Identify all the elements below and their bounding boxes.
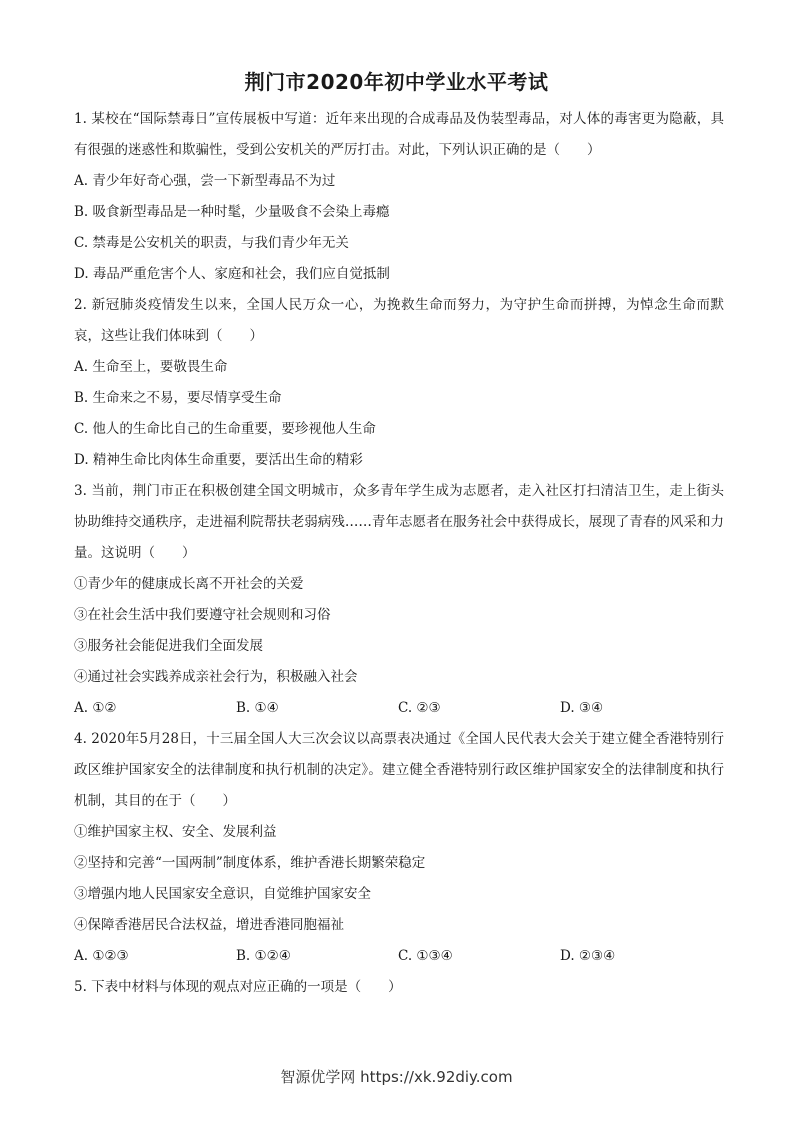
question-5 [74,972,724,1003]
choice-c: C. ①③④ [398,948,453,964]
choice-row [74,693,724,724]
question-stem: 2. 新冠肺炎疫情发生以来，全国人民万众一心，为挽救生命而努力，为守护生命而拼搏，为悼念生命而默哀，这些让我们体味到（ ） [74,297,724,344]
statement-3: ③增强内地人民国家安全意识，自觉维护国家安全 [74,886,371,902]
question-stem: 4. 2020年5月28日，十三届全国人大三次会议以高票表决通过《全国人民代表大会关于建立健全香港特别行政区维护国家安全的法律制度和执行机制的决定》。建立健全香港特别行政区维护国家安全的法律制度和执行机制，其目的在于（ ） [74,731,724,809]
option-b: B. 生命来之不易，要尽情享受生命 [74,390,282,406]
statement-1: ①维护国家主权、安全、发展利益 [74,824,277,840]
choice-a: A. ①② [74,700,117,716]
option-a: A. 青少年好奇心强，尝一下新型毒品不为过 [74,173,336,189]
option-d: D. 精神生命比肉体生命重要，要活出生命的精彩 [74,452,363,468]
question-list [74,104,724,1003]
question-stem: 5. 下表中材料与体现的观点对应正确的一项是（ ） [74,979,402,995]
choice-d: D. ③④ [560,700,604,716]
statement-3: ③服务社会能促进我们全面发展 [74,638,263,654]
footer-watermark: 智源优学网 https://xk.92diy.com [280,1068,513,1086]
question-4 [74,724,724,972]
statement-2: ②坚持和完善“一国两制”制度体系，维护香港长期繁荣稳定 [74,855,426,871]
option-c: C. 禁毒是公安机关的职责，与我们青少年无关 [74,235,349,251]
choice-d: D. ②③④ [560,948,616,964]
option-c: C. 他人的生命比自己的生命重要，要珍视他人生命 [74,421,376,437]
option-d: D. 毒品严重危害个人、家庭和社会，我们应自觉抵制 [74,266,390,282]
choice-row [74,941,724,972]
statement-4: ④通过社会实践养成亲社会行为，积极融入社会 [74,669,358,685]
choice-b: B. ①④ [236,700,279,716]
page-title: 荆门市2020年初中学业水平考试 [244,70,549,94]
option-a: A. 生命至上，要敬畏生命 [74,359,228,375]
question-1 [74,104,724,290]
choice-a: A. ①②③ [74,948,129,964]
question-2 [74,290,724,476]
choice-b: B. ①②④ [236,948,291,964]
choice-c: C. ②③ [398,700,441,716]
statement-2: ③在社会生活中我们要遵守社会规则和习俗 [74,607,331,623]
statement-4: ④保障香港居民合法权益，增进香港同胞福祉 [74,917,344,933]
option-b: B. 吸食新型毒品是一种时髦，少量吸食不会染上毒瘾 [74,204,390,220]
statement-1: ①青少年的健康成长离不开社会的关爱 [74,576,304,592]
question-stem: 1. 某校在“国际禁毒日”宣传展板中写道：近年来出现的合成毒品及伪装型毒品，对人体的毒害更为隐蔽，具有很强的迷惑性和欺骗性，受到公安机关的严厉打击。对此，下列认识正确的是（ ） [74,111,724,158]
question-3 [74,476,724,724]
question-stem: 3. 当前，荆门市正在积极创建全国文明城市，众多青年学生成为志愿者，走入社区打扫清洁卫生，走上街头协助维持交通秩序，走进福利院帮扶老弱病残……青年志愿者在服务社会中获得成长，展现了青春的风采和力量。这说明（ ） [74,483,724,561]
